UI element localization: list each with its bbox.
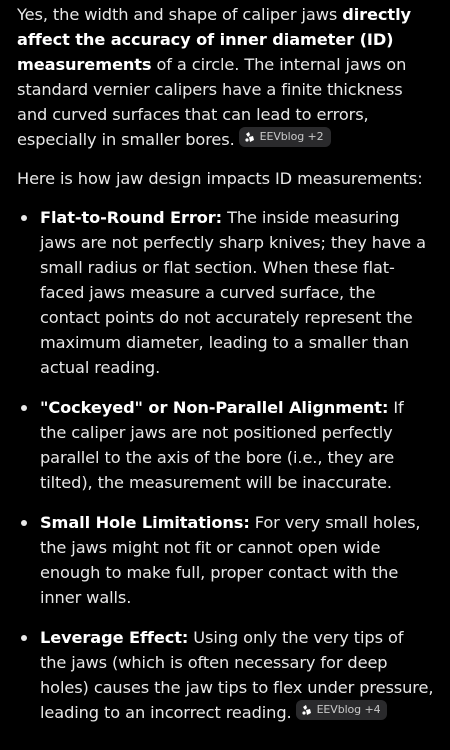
bullet-dot <box>21 215 27 221</box>
lead-paragraph: Here is how jaw design impacts ID measurements: <box>17 169 423 188</box>
list-item <box>17 205 434 380</box>
bullet-dot <box>21 635 27 641</box>
bullet-dot <box>21 405 27 411</box>
favicon-icon <box>301 704 313 716</box>
list-item <box>17 510 434 610</box>
intro-text-continued: of a circle. The internal jaws on standard vernier calipers have a finite thickness and curved surfaces that can lead to errors, especially in smaller bores. <box>17 55 407 149</box>
intro-paragraph <box>17 2 434 152</box>
bullet-text: The inside measuring jaws are not perfectly sharp knives; they have a small radius or flat section. When these flat-faced jaws measure a curved surface, the contact points do not accurately represent the maximum diameter, leading to a smaller than actual reading. <box>40 208 426 377</box>
source-chip-label: EEVblog +2 <box>259 130 324 143</box>
favicon-icon <box>244 131 256 143</box>
list-item <box>17 395 434 495</box>
bullet-list <box>17 205 434 725</box>
bullet-text: If the caliper jaws are not positioned perfectly parallel to the axis of the bore (i.e., they are tilted), the measurement will be inaccurate. <box>40 398 404 492</box>
bullet-title: Flat-to-Round Error: <box>40 208 223 227</box>
source-chip-eevblog[interactable] <box>239 127 331 147</box>
bullet-dot <box>21 520 27 526</box>
bullet-text: Using only the very tips of the jaws (which is often necessary for deep holes) causes the jaw tips to flex under pressure, leading to an incorrect reading. <box>40 628 434 722</box>
bullet-title: "Cockeyed" or Non-Parallel Alignment: <box>40 398 389 417</box>
source-chip-eevblog[interactable] <box>296 700 388 720</box>
source-chip-label: EEVblog +4 <box>316 703 381 716</box>
intro-text: Yes, the width and shape of caliper jaws <box>17 5 343 24</box>
intro-bold-text: directly affect the accuracy of inner diameter (ID) measurements <box>17 5 411 74</box>
bullet-title: Leverage Effect: <box>40 628 189 647</box>
bullet-title: Small Hole Limitations: <box>40 513 250 532</box>
list-item <box>17 625 434 725</box>
bullet-text: For very small holes, the jaws might not fit or cannot open wide enough to make full, proper contact with the inner walls. <box>40 513 421 607</box>
